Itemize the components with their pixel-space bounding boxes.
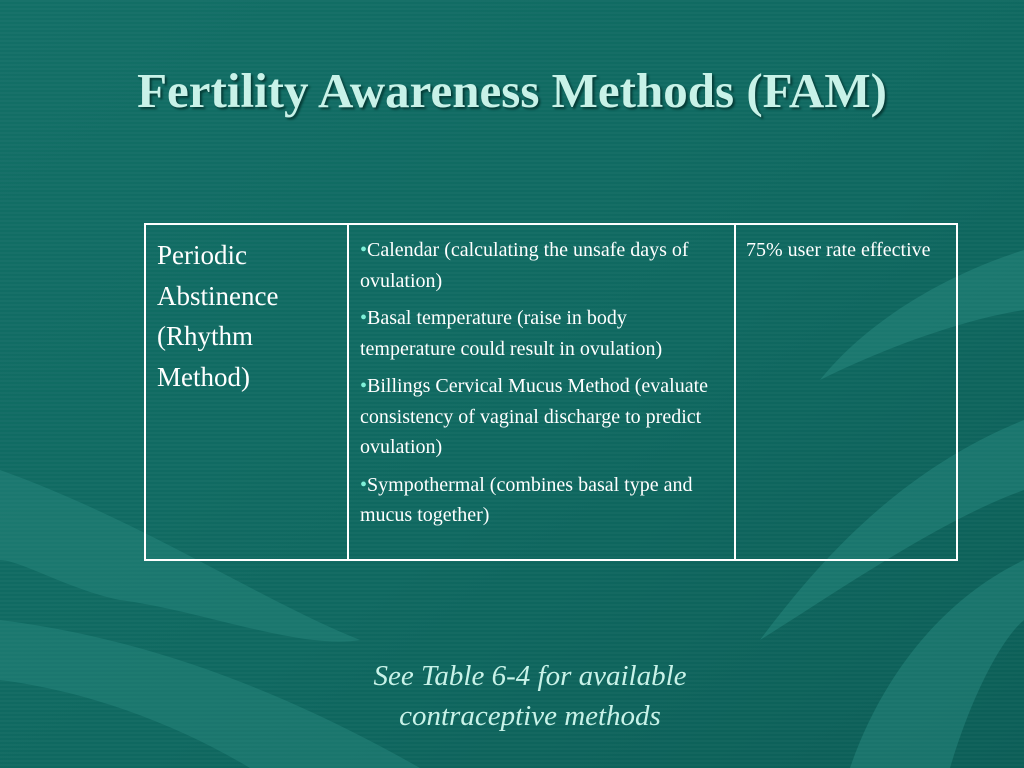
detail-text-billings-method: Billings Cervical Mucus Method (evaluate consistency of vaginal discharge to predict ovulation) bbox=[360, 375, 709, 458]
table-row bbox=[145, 224, 957, 560]
list-item bbox=[360, 371, 726, 463]
bullet-icon: • bbox=[360, 239, 368, 261]
bullet-icon: • bbox=[360, 375, 368, 397]
detail-text-basal-temperature: Basal temperature (raise in body temperature could result in ovulation) bbox=[360, 307, 663, 360]
detail-text-sympothermal: Sympothermal (combines basal type and mucus together) bbox=[360, 473, 693, 526]
effectiveness-cell: 75% user rate effective bbox=[735, 224, 957, 560]
fam-table bbox=[144, 223, 958, 561]
bullet-icon: • bbox=[360, 473, 368, 496]
list-item bbox=[360, 235, 726, 296]
details-cell bbox=[348, 224, 735, 560]
slide-title: Fertility Awareness Methods (FAM) bbox=[137, 63, 887, 118]
table-reference-note: See Table 6-4 for available contraceptive methods bbox=[373, 660, 687, 732]
list-item bbox=[360, 303, 726, 364]
method-cell: Periodic Abstinence (Rhythm Method) bbox=[145, 224, 348, 560]
list-item bbox=[360, 470, 726, 531]
detail-text-calendar: Calendar (calculating the unsafe days of ovulation) bbox=[360, 239, 689, 292]
bullet-icon: • bbox=[360, 307, 368, 329]
